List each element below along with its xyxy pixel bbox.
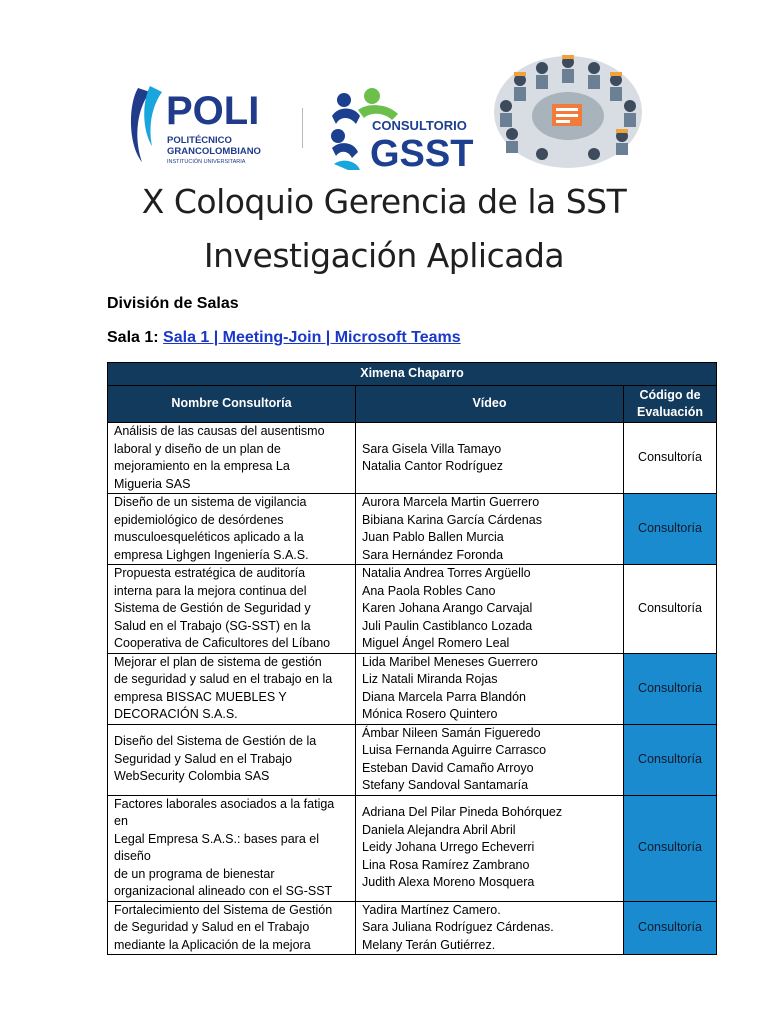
team-meeting-illustration (490, 50, 645, 170)
consultancy-name-cell (108, 653, 356, 724)
logo-divider (302, 108, 303, 148)
consultancy-name-line: DECORACIÓN S.A.S. (114, 707, 238, 721)
consultancy-name-line: WebSecurity Colombia SAS (114, 769, 270, 784)
consultancy-name-line: de un programa de bienestar (114, 866, 275, 881)
consultancy-name-line: Salud en el Trabajo (SG-SST) en la (114, 618, 311, 633)
table-row (108, 565, 717, 654)
table-row (108, 494, 717, 565)
consultancy-name-cell (108, 795, 356, 901)
evaluation-code-cell: Consultoría (624, 901, 717, 955)
participant-name: Lina Rosa Ramírez Zambrano (362, 857, 530, 872)
evaluation-code-cell: Consultoría (624, 724, 717, 795)
participant-name: Judith Alexa Moreno Mosquera (362, 875, 535, 890)
participant-name: Liz Natali Miranda Rojas (362, 672, 498, 686)
participant-name: Sara Hernández Foronda (362, 547, 504, 562)
consultancy-name-line: Legal Empresa S.A.S.: bases para el diseño (114, 831, 319, 863)
consultancy-table (107, 362, 717, 955)
participant-name: Ana Paola Robles Cano (362, 583, 496, 598)
consultancy-name-line: Propuesta estratégica de auditoría (114, 566, 306, 580)
sala-heading (107, 329, 461, 347)
table-row (108, 901, 717, 955)
video-participants-cell (356, 901, 624, 955)
participant-name: Juan Pablo Ballen Murcia (362, 530, 504, 544)
participant-name: Sara Gisela Villa Tamayo (362, 441, 502, 456)
column-header-code: Código de Evaluación (624, 386, 717, 423)
participant-name: Natalia Cantor Rodríguez (362, 459, 504, 473)
consultancy-name-line: empresa Lighgen Ingeniería S.A.S. (114, 547, 309, 562)
participant-name: Juli Paulin Castiblanco Lozada (362, 618, 533, 633)
consultancy-name-line: laboral y diseño de un plan de (114, 441, 281, 456)
participant-name: Ámbar Nileen Samán Figueredo (362, 725, 541, 740)
consultancy-name-cell (108, 724, 356, 795)
consultancy-name-line: epidemiológico de desórdenes (114, 512, 284, 527)
participant-name: Miguel Ángel Romero Leal (362, 636, 510, 650)
svg-text:POLITÉCNICO: POLITÉCNICO (167, 135, 232, 146)
consultancy-name-line: organizacional alineado con el SG-SST (114, 884, 333, 898)
video-participants-cell (356, 494, 624, 565)
consultancy-name-line: empresa BISSAC MUEBLES Y (114, 689, 287, 704)
svg-text:GRANCOLOMBIANO: GRANCOLOMBIANO (167, 146, 261, 157)
participant-name: Daniela Alejandra Abril Abril (362, 822, 516, 837)
consultancy-name-line: Seguridad y Salud en el Trabajo (114, 751, 292, 766)
participant-name: Stefany Sandoval Santamaría (362, 778, 529, 792)
consultancy-name-line: mejoramiento en la empresa La (114, 459, 290, 473)
consultancy-name-line: Sistema de Gestión de Seguridad y (114, 601, 311, 615)
participant-name: Sara Juliana Rodríguez Cárdenas. (362, 920, 554, 934)
evaluation-code-cell: Consultoría (624, 795, 717, 901)
evaluation-code-cell: Consultoría (624, 565, 717, 654)
consultancy-name-cell (108, 901, 356, 955)
participant-name: Leidy Johana Urrego Echeverri (362, 840, 535, 855)
page-subtitle: Investigación Aplicada (203, 236, 565, 275)
participant-name: Luisa Fernanda Aguirre Carrasco (362, 743, 547, 757)
video-participants-cell (356, 724, 624, 795)
participant-name: Yadira Martínez Camero. (362, 902, 501, 917)
teams-meeting-link[interactable]: Sala 1 | Meeting-Join | Microsoft Teams (163, 329, 461, 346)
consultancy-name-cell (108, 565, 356, 654)
consultancy-name-line: Migueria SAS (114, 476, 191, 491)
consultancy-name-line: Diseño del Sistema de Gestión de la (114, 734, 317, 749)
sala-label: Sala 1: (107, 329, 159, 346)
consultancy-name-line: de Seguridad y Salud en el Trabajo (114, 920, 310, 934)
svg-text:INSTITUCIÓN UNIVERSITARIA: INSTITUCIÓN UNIVERSITARIA (167, 159, 246, 165)
gsst-logo (328, 86, 478, 172)
consultancy-name-line: Cooperativa de Caficultores del Líbano (114, 636, 331, 650)
consultancy-name-line: interna para la mejora continua del (114, 583, 307, 598)
consultancy-name-line: Fortalecimiento del Sistema de Gestión (114, 902, 333, 917)
participant-name: Aurora Marcela Martin Guerrero (362, 495, 540, 509)
table-row (108, 795, 717, 901)
page-title: X Coloquio Gerencia de la SST (141, 182, 627, 221)
video-participants-cell (356, 653, 624, 724)
participant-name: Melany Terán Gutiérrez. (362, 937, 496, 952)
consultancy-name-cell (108, 423, 356, 494)
consultancy-name-line: de seguridad y salud en el trabajo en la (114, 672, 333, 686)
table-row (108, 423, 717, 494)
consultancy-name-line: Mejorar el plan de sistema de gestión (114, 654, 322, 669)
svg-text:GSST: GSST (370, 133, 474, 172)
participant-name: Mónica Rosero Quintero (362, 707, 498, 721)
table-row (108, 724, 717, 795)
svg-text:CONSULTORIO: CONSULTORIO (372, 118, 467, 133)
participant-name: Esteban David Camaño Arroyo (362, 760, 534, 775)
participant-name: Adriana Del Pilar Pineda Bohórquez (362, 805, 563, 820)
evaluation-code-cell: Consultoría (624, 494, 717, 565)
table-row (108, 653, 717, 724)
svg-text:POLI: POLI (166, 89, 260, 133)
participant-name: Lida Maribel Meneses Guerrero (362, 654, 538, 669)
evaluation-code-cell: Consultoría (624, 653, 717, 724)
consultancy-name-line: Factores laborales asociados a la fatiga en (114, 796, 335, 828)
video-participants-cell (356, 423, 624, 494)
column-header-name: Nombre Consultoría (108, 386, 356, 423)
poli-logo (128, 80, 278, 170)
participant-name: Diana Marcela Parra Blandón (362, 689, 526, 704)
division-heading: División de Salas (107, 295, 239, 312)
participant-name: Natalia Andrea Torres Argüello (362, 566, 531, 580)
consultancy-name-line: Análisis de las causas del ausentismo (114, 424, 325, 438)
evaluation-code-cell: Consultoría (624, 423, 717, 494)
consultancy-name-cell (108, 494, 356, 565)
moderator-header: Ximena Chaparro (108, 363, 717, 386)
video-participants-cell (356, 565, 624, 654)
video-participants-cell (356, 795, 624, 901)
consultancy-name-line: mediante la Aplicación de la mejora (114, 937, 311, 952)
participant-name: Bibiana Karina García Cárdenas (362, 512, 542, 527)
consultancy-name-line: Diseño de un sistema de vigilancia (114, 495, 307, 509)
consultancy-name-line: musculoesqueléticos aplicado a la (114, 530, 304, 544)
header-logos (0, 50, 768, 180)
column-header-video: Vídeo (356, 386, 624, 423)
participant-name: Karen Johana Arango Carvajal (362, 601, 533, 615)
